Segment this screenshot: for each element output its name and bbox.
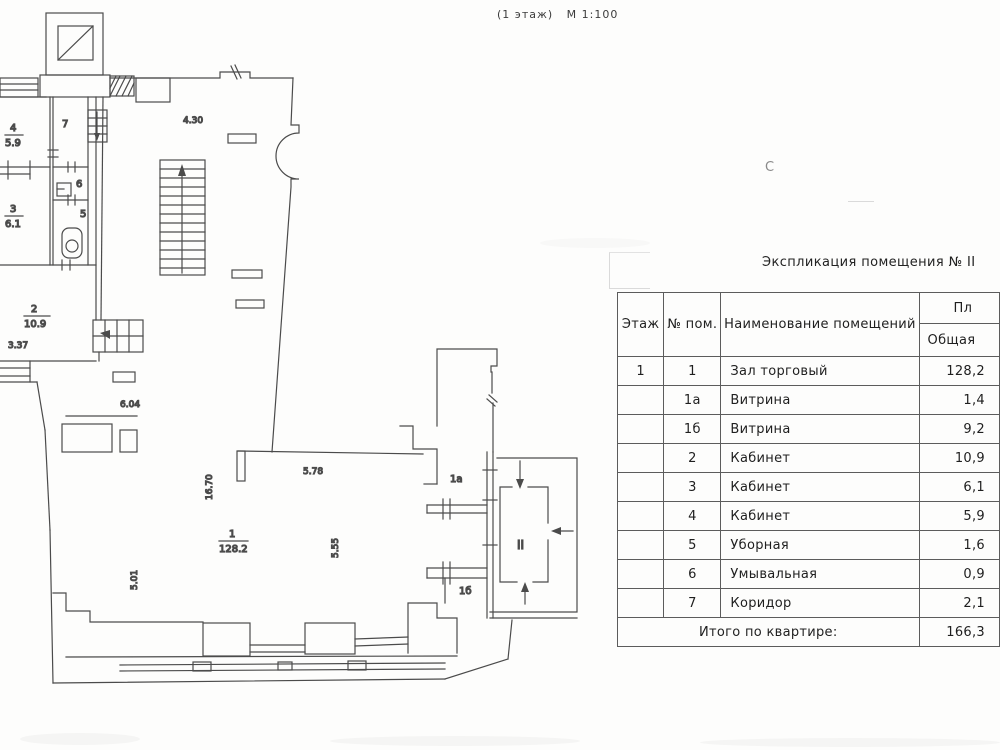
table-total-row: [618, 618, 1000, 647]
sink-symbol: [57, 183, 71, 196]
wall-opening: [136, 78, 170, 102]
small-staircase: [88, 110, 107, 142]
cell-floor: [618, 386, 664, 415]
cell-floor: [618, 473, 664, 502]
vitrina-1b-walls: [427, 562, 487, 603]
cell-area: 9,2: [919, 415, 999, 444]
explication-table: [617, 292, 1000, 647]
room-1-number: 1: [229, 529, 236, 540]
cell-name: Коридор: [721, 589, 919, 618]
room-5-number: 5: [80, 209, 87, 220]
header-room-number: № пом.: [664, 293, 721, 357]
premise-II: [490, 458, 577, 618]
room-2-number: 2: [31, 304, 38, 315]
scan-artifact-letter: С: [765, 160, 775, 175]
cell-number: 1: [664, 357, 721, 386]
cell-name: Умывальная: [721, 560, 919, 589]
table-row: [618, 357, 1000, 386]
cell-floor: [618, 444, 664, 473]
hall-mid-wall: [238, 451, 423, 454]
dim-label-4-30: 4.30: [183, 116, 204, 126]
table-header-row: [618, 293, 1000, 324]
table-row: [618, 444, 1000, 473]
cell-number: 4: [664, 502, 721, 531]
cell-number: 1а: [664, 386, 721, 415]
cell-number: 6: [664, 560, 721, 589]
vestibule: [40, 75, 110, 97]
cell-number: 3: [664, 473, 721, 502]
cell-area: 5,9: [919, 502, 999, 531]
header-area-sub: Общая: [919, 324, 999, 357]
hall-right-wall-arc-niche: [272, 78, 299, 452]
hall-left-wall: [93, 97, 143, 361]
header-floor: Этаж: [618, 293, 664, 357]
cell-floor: 1: [618, 357, 664, 386]
scan-smudge: [700, 738, 1000, 747]
elevator-shaft: [46, 13, 103, 75]
dim-label-5-01: 5.01: [130, 569, 140, 590]
cell-name: Кабинет: [721, 502, 919, 531]
cell-floor: [618, 560, 664, 589]
toilet-symbol: [62, 228, 82, 258]
table-row: [618, 386, 1000, 415]
header-room-name: Наименование помещений: [721, 293, 919, 357]
main-staircase: [160, 160, 205, 275]
cell-name: Витрина: [721, 415, 919, 444]
total-area: 166,3: [919, 618, 999, 647]
room-1b-number: 1б: [459, 586, 472, 597]
table-row: [618, 502, 1000, 531]
room-labels: [5, 119, 524, 597]
room-4-area: 5.9: [5, 138, 21, 149]
cell-area: 10,9: [919, 444, 999, 473]
cell-floor: [618, 531, 664, 560]
room-7-number: 7: [62, 119, 69, 130]
room-4-number: 4: [10, 123, 17, 134]
cell-name: Кабинет: [721, 444, 919, 473]
room-3-area: 6.1: [5, 219, 21, 230]
cell-name: Витрина: [721, 386, 919, 415]
hall-top-wall: [110, 65, 293, 79]
cell-name: Кабинет: [721, 473, 919, 502]
table-row: [618, 560, 1000, 589]
dim-label-5-55: 5.55: [331, 537, 341, 558]
table-row: [618, 531, 1000, 560]
cell-name: Уборная: [721, 531, 919, 560]
dim-label-3-37: 3.37: [8, 341, 29, 351]
cell-name: Зал торговый: [721, 357, 919, 386]
cell-area: 6,1: [919, 473, 999, 502]
cell-area: 2,1: [919, 589, 999, 618]
cell-area: 128,2: [919, 357, 999, 386]
hatched-wall: [110, 76, 134, 96]
header-area-group: Пл: [919, 293, 999, 324]
piers: [228, 134, 264, 481]
dim-label-16-70: 16.70: [205, 474, 215, 500]
table-row: [618, 415, 1000, 444]
vitrina-1a-walls: [427, 499, 487, 519]
room-2-area: 10.9: [24, 319, 47, 330]
cell-area: 0,9: [919, 560, 999, 589]
table-title: Экспликация помещения № II: [762, 255, 976, 270]
scan-artifact-marks: [848, 193, 874, 202]
cell-floor: [618, 415, 664, 444]
scan-smudge: [20, 733, 140, 745]
cell-floor: [618, 589, 664, 618]
cell-floor: [618, 502, 664, 531]
scan-smudge: [330, 736, 580, 746]
cell-area: 1,6: [919, 531, 999, 560]
cell-number: 1б: [664, 415, 721, 444]
shopfront-glass-wall: [483, 452, 497, 618]
cell-number: 7: [664, 589, 721, 618]
page-title: (1 этаж) М 1:100: [497, 8, 619, 21]
room-1-area: 128.2: [219, 544, 248, 555]
dim-label-5-78: 5.78: [303, 467, 324, 477]
room-1a-number: 1а: [450, 474, 463, 485]
cell-number: 5: [664, 531, 721, 560]
cell-area: 1,4: [919, 386, 999, 415]
scan-artifact-box: [609, 252, 650, 289]
table-row: [618, 589, 1000, 618]
room-3-number: 3: [10, 204, 17, 215]
bottom-shopfront-wall: [53, 593, 512, 683]
cell-number: 2: [664, 444, 721, 473]
premise-II-label: II: [517, 538, 525, 552]
scan-smudge: [540, 238, 650, 248]
entry-vestibule: [37, 382, 137, 683]
table-row: [618, 473, 1000, 502]
room2-walls: [0, 361, 135, 382]
dim-label-6-04: 6.04: [120, 400, 141, 410]
window-band: [0, 78, 38, 97]
total-label: Итого по квартире:: [618, 618, 920, 647]
right-annex: [400, 349, 497, 484]
room-6-number: 6: [76, 179, 83, 190]
